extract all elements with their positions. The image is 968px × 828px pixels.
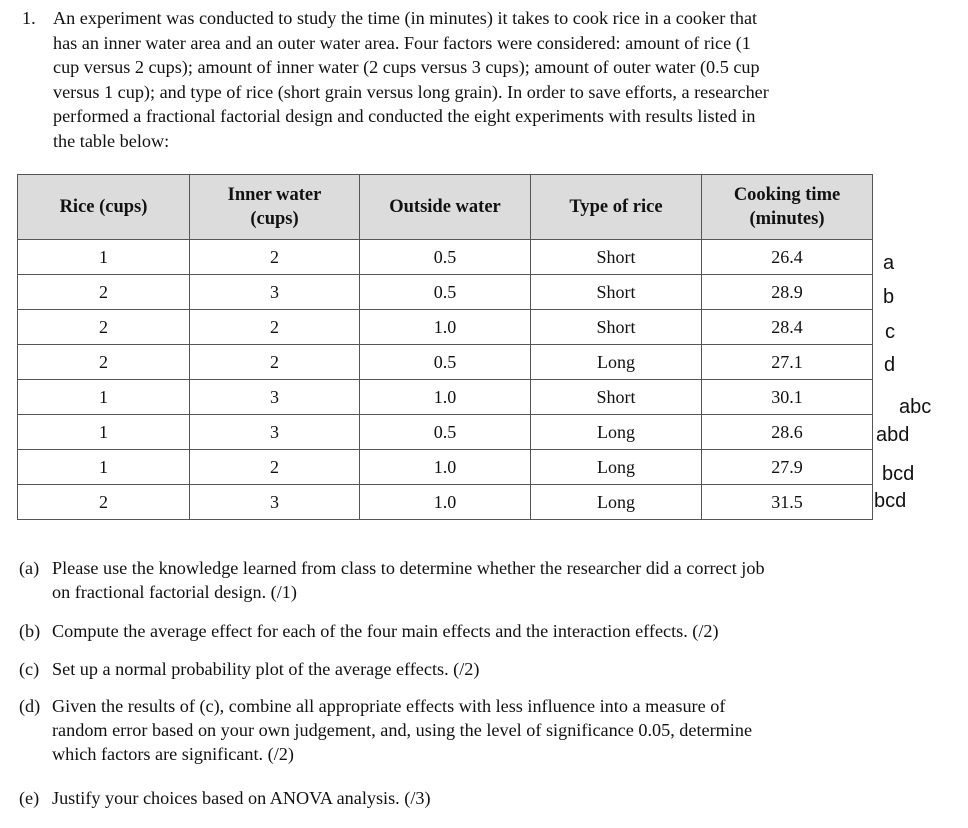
table-row <box>18 485 873 520</box>
results-table <box>17 174 873 520</box>
table-row <box>18 240 873 275</box>
table-cell: 0.5 <box>360 415 531 450</box>
header-outside-water: Outside water <box>360 175 531 240</box>
table-row <box>18 380 873 415</box>
row-label: a <box>883 252 895 274</box>
table-cell: 27.9 <box>702 450 873 485</box>
table-cell: 3 <box>190 415 360 450</box>
problem-line: versus 1 cup); and type of rice (short grain versus long grain). In order to save efforts, a researcher <box>53 81 769 102</box>
header-inner-water: Inner water (cups) <box>190 175 360 240</box>
problem-line: the table below: <box>53 130 170 151</box>
problem-line: An experiment was conducted to study the time (in minutes) it takes to cook rice in a cooker that <box>53 8 758 28</box>
table-cell: Short <box>531 380 702 415</box>
row-label: bcd <box>882 463 915 485</box>
table-cell: 26.4 <box>702 240 873 275</box>
problem-line: performed a fractional factorial design and conducted the eight experiments with results listed in <box>53 106 756 126</box>
table-cell: 2 <box>18 275 190 310</box>
table-cell: 3 <box>190 485 360 520</box>
table-cell: 1.0 <box>360 450 531 485</box>
problem-number: 1. <box>22 8 36 28</box>
table-cell: 2 <box>190 345 360 380</box>
table-cell: 27.1 <box>702 345 873 380</box>
table-cell: Long <box>531 415 702 450</box>
problem-text <box>53 6 873 153</box>
table-cell: 28.9 <box>702 275 873 310</box>
table-cell: 3 <box>190 275 360 310</box>
table-cell: 3 <box>190 380 360 415</box>
row-label: bcd <box>874 490 907 512</box>
row-label: b <box>883 286 895 308</box>
table-cell: 0.5 <box>360 345 531 380</box>
table-cell: Short <box>531 240 702 275</box>
table-row <box>18 310 873 345</box>
table-cell: 0.5 <box>360 275 531 310</box>
table-cell: 1 <box>18 240 190 275</box>
table-row <box>18 275 873 310</box>
table-row <box>18 415 873 450</box>
problem-line: has an inner water area and an outer water area. Four factors were considered: amount of rice (1 <box>53 32 751 53</box>
row-label: d <box>884 354 896 376</box>
table-cell: Short <box>531 310 702 345</box>
table-cell: 28.6 <box>702 415 873 450</box>
table-cell: Long <box>531 450 702 485</box>
row-label: abd <box>876 424 910 446</box>
table-cell: 1 <box>18 415 190 450</box>
table-cell: 1 <box>18 380 190 415</box>
table-cell: 1 <box>18 450 190 485</box>
table-row <box>18 450 873 485</box>
header-rice: Rice (cups) <box>18 175 190 240</box>
table-cell: Short <box>531 275 702 310</box>
table-cell: Long <box>531 485 702 520</box>
table-cell: 1.0 <box>360 380 531 415</box>
table-row <box>18 345 873 380</box>
table-cell: 2 <box>18 485 190 520</box>
table-cell: 2 <box>190 450 360 485</box>
table-cell: 1.0 <box>360 310 531 345</box>
table-cell: 1.0 <box>360 485 531 520</box>
table-cell: 0.5 <box>360 240 531 275</box>
table-header-row <box>18 175 873 240</box>
table-cell: 30.1 <box>702 380 873 415</box>
table-cell: 2 <box>190 240 360 275</box>
table-cell: 31.5 <box>702 485 873 520</box>
table-cell: 28.4 <box>702 310 873 345</box>
problem-line: cup versus 2 cups); amount of inner water (2 cups versus 3 cups); amount of outer water (0.5 cup <box>53 57 760 77</box>
row-label: c <box>885 321 895 343</box>
header-type-of-rice: Type of rice <box>531 175 702 240</box>
table-cell: Long <box>531 345 702 380</box>
table-cell: 2 <box>18 310 190 345</box>
table-cell: 2 <box>190 310 360 345</box>
table-cell: 2 <box>18 345 190 380</box>
row-label: abc <box>899 396 932 418</box>
header-cooking-time: Cooking time (minutes) <box>702 175 873 240</box>
